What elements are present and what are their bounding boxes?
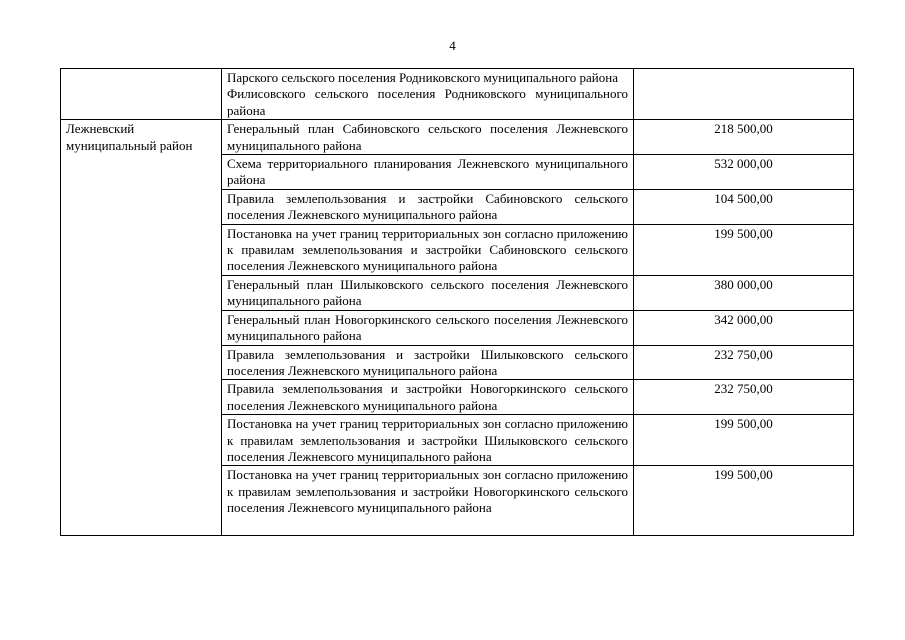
document-cell: Постановка на учет границ территориальных зон согласно приложению к правилам землепользования и застройки Новогоркинского сельского поселения Лежневсого муниципального района	[222, 466, 634, 535]
table-row	[61, 120, 854, 155]
document-cell: Правила землепользования и застройки Шилыковского сельского поселения Лежневского муниципального района	[222, 345, 634, 380]
district-cell-empty	[61, 155, 222, 190]
district-cell-empty	[61, 275, 222, 310]
document-cell: Постановка на учет границ территориальных зон согласно приложению к правилам землепользования и застройки Шилыковского сельского поселения Лежневсого муниципального района	[222, 415, 634, 466]
table-row	[61, 224, 854, 275]
table-row	[61, 275, 854, 310]
district-cell-empty	[61, 345, 222, 380]
cost-cell	[634, 69, 854, 120]
district-cell-empty	[61, 415, 222, 466]
cost-cell: 380 000,00	[634, 275, 854, 310]
document-cell: Генеральный план Новогоркинского сельского поселения Лежневского муниципального района	[222, 310, 634, 345]
document-entry: Парского сельского поселения Родниковского муниципального района	[227, 70, 618, 85]
document-cell: Постановка на учет границ территориальных зон согласно приложению к правилам землепользования и застройки Сабиновского сельского поселения Лежневского муниципального района	[222, 224, 634, 275]
cost-cell: 232 750,00	[634, 345, 854, 380]
district-cell-empty	[61, 466, 222, 535]
page-number: 4	[449, 38, 456, 53]
district-cell-empty	[61, 224, 222, 275]
district-cell-empty	[61, 380, 222, 415]
table-row	[61, 345, 854, 380]
cost-cell: 532 000,00	[634, 155, 854, 190]
document-cell: Правила землепользования и застройки Сабиновского сельского поселения Лежневского муниципального района	[222, 189, 634, 224]
document-cell: Правила землепользования и застройки Новогоркинского сельского поселения Лежневского муниципального района	[222, 380, 634, 415]
cost-cell: 199 500,00	[634, 224, 854, 275]
table-row	[61, 466, 854, 535]
district-cell	[61, 69, 222, 120]
cost-cell: 104 500,00	[634, 189, 854, 224]
district-cell-empty	[61, 310, 222, 345]
table-row	[61, 155, 854, 190]
table-row	[61, 310, 854, 345]
funding-table	[60, 68, 854, 536]
document-cell	[222, 69, 634, 120]
table-row	[61, 415, 854, 466]
district-cell-empty	[61, 189, 222, 224]
document-cell: Генеральный план Шилыковского сельского поселения Лежневского муниципального района	[222, 275, 634, 310]
document-entry: Филисовского сельского поселения Родниковского муниципального района	[227, 86, 628, 118]
document-cell: Генеральный план Сабиновского сельского поселения Лежневского муниципального района	[222, 120, 634, 155]
table-row	[61, 189, 854, 224]
cost-cell: 218 500,00	[634, 120, 854, 155]
cost-cell: 232 750,00	[634, 380, 854, 415]
table-row	[61, 69, 854, 120]
district-cell: Лежневский муниципальный район	[61, 120, 222, 155]
table-row	[61, 380, 854, 415]
cost-cell: 199 500,00	[634, 466, 854, 535]
document-cell: Схема территориального планирования Лежневского муниципального района	[222, 155, 634, 190]
cost-cell: 342 000,00	[634, 310, 854, 345]
cost-cell: 199 500,00	[634, 415, 854, 466]
